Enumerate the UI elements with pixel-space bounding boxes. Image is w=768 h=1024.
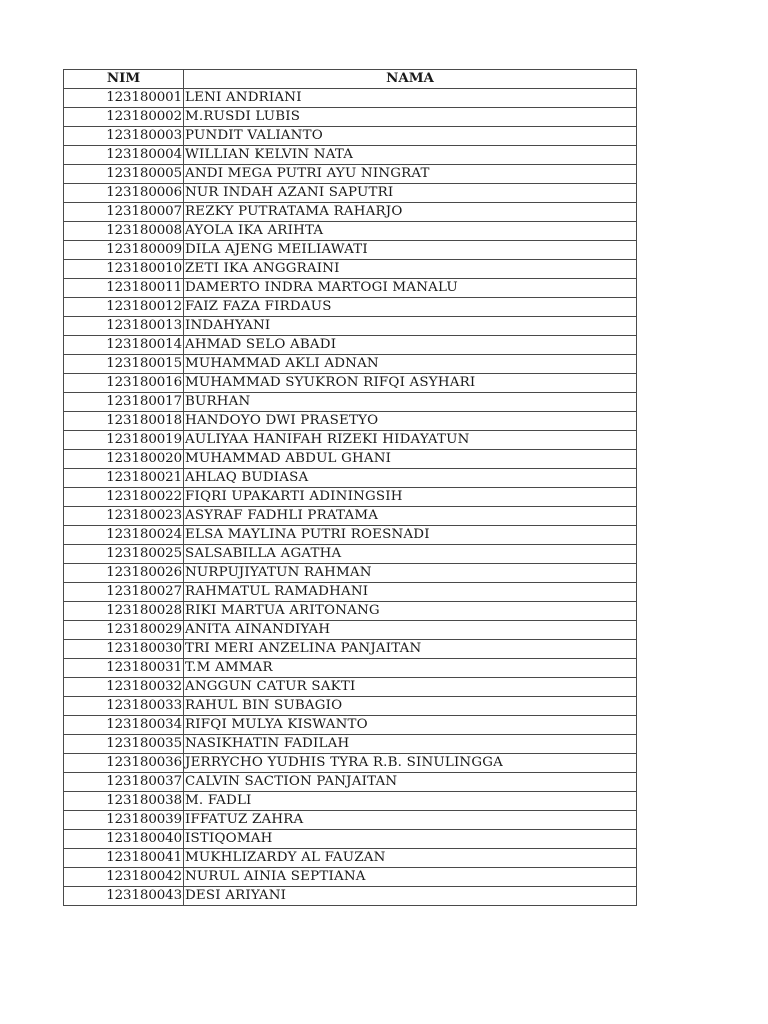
nama-cell: FAIZ FAZA FIRDAUS xyxy=(184,298,637,317)
nama-cell: DESI ARIYANI xyxy=(184,887,637,906)
table-row xyxy=(64,868,637,887)
nama-cell: CALVIN SACTION PANJAITAN xyxy=(184,773,637,792)
nama-cell: PUNDIT VALIANTO xyxy=(184,127,637,146)
table-row xyxy=(64,89,637,108)
table-row xyxy=(64,583,637,602)
header-row xyxy=(64,70,637,89)
nama-cell: MUHAMMAD ABDUL GHANI xyxy=(184,450,637,469)
table-row xyxy=(64,602,637,621)
nim-cell: 123180041 xyxy=(64,849,184,868)
nim-cell: 123180006 xyxy=(64,184,184,203)
nim-cell: 123180008 xyxy=(64,222,184,241)
nama-cell: NASIKHATIN FADILAH xyxy=(184,735,637,754)
nim-cell: 123180003 xyxy=(64,127,184,146)
nim-cell: 123180012 xyxy=(64,298,184,317)
nama-cell: LENI ANDRIANI xyxy=(184,89,637,108)
table-row xyxy=(64,127,637,146)
nim-cell: 123180033 xyxy=(64,697,184,716)
nim-cell: 123180020 xyxy=(64,450,184,469)
nama-cell: INDAHYANI xyxy=(184,317,637,336)
nim-cell: 123180001 xyxy=(64,89,184,108)
student-table xyxy=(63,69,637,906)
table-row xyxy=(64,621,637,640)
nama-cell: ZETI IKA ANGGRAINI xyxy=(184,260,637,279)
table-row xyxy=(64,545,637,564)
nama-cell: IFFATUZ ZAHRA xyxy=(184,811,637,830)
table-row xyxy=(64,640,637,659)
table-body xyxy=(64,89,637,906)
table-row xyxy=(64,279,637,298)
nim-cell: 123180023 xyxy=(64,507,184,526)
nama-cell: DILA AJENG MEILIAWATI xyxy=(184,241,637,260)
nama-cell: NUR INDAH AZANI SAPUTRI xyxy=(184,184,637,203)
nim-cell: 123180034 xyxy=(64,716,184,735)
table-row xyxy=(64,241,637,260)
nama-cell: REZKY PUTRATAMA RAHARJO xyxy=(184,203,637,222)
table-row xyxy=(64,412,637,431)
table-row xyxy=(64,165,637,184)
nim-cell: 123180005 xyxy=(64,165,184,184)
table-row xyxy=(64,830,637,849)
nama-cell: M. FADLI xyxy=(184,792,637,811)
nim-cell: 123180030 xyxy=(64,640,184,659)
column-header-nim: NIM xyxy=(64,70,184,89)
nim-cell: 123180040 xyxy=(64,830,184,849)
nama-cell: M.RUSDI LUBIS xyxy=(184,108,637,127)
table-row xyxy=(64,849,637,868)
nim-cell: 123180021 xyxy=(64,469,184,488)
nim-cell: 123180031 xyxy=(64,659,184,678)
nama-cell: NURPUJIYATUN RAHMAN xyxy=(184,564,637,583)
nim-cell: 123180025 xyxy=(64,545,184,564)
table-row xyxy=(64,336,637,355)
nim-cell: 123180009 xyxy=(64,241,184,260)
table-row xyxy=(64,393,637,412)
nama-cell: DAMERTO INDRA MARTOGI MANALU xyxy=(184,279,637,298)
table-row xyxy=(64,792,637,811)
nama-cell: ISTIQOMAH xyxy=(184,830,637,849)
nama-cell: RAHUL BIN SUBAGIO xyxy=(184,697,637,716)
nama-cell: NURUL AINIA SEPTIANA xyxy=(184,868,637,887)
nim-cell: 123180004 xyxy=(64,146,184,165)
nim-cell: 123180011 xyxy=(64,279,184,298)
nim-cell: 123180027 xyxy=(64,583,184,602)
table-row xyxy=(64,488,637,507)
table-row xyxy=(64,108,637,127)
table-row xyxy=(64,887,637,906)
nim-cell: 123180018 xyxy=(64,412,184,431)
nama-cell: BURHAN xyxy=(184,393,637,412)
nim-cell: 123180039 xyxy=(64,811,184,830)
table-row xyxy=(64,507,637,526)
nim-cell: 123180014 xyxy=(64,336,184,355)
table-row xyxy=(64,773,637,792)
nama-cell: MUKHLIZARDY AL FAUZAN xyxy=(184,849,637,868)
nim-cell: 123180010 xyxy=(64,260,184,279)
nim-cell: 123180028 xyxy=(64,602,184,621)
table-row xyxy=(64,260,637,279)
nim-cell: 123180035 xyxy=(64,735,184,754)
nim-cell: 123180038 xyxy=(64,792,184,811)
nama-cell: RIFQI MULYA KISWANTO xyxy=(184,716,637,735)
table-row xyxy=(64,735,637,754)
nama-cell: RIKI MARTUA ARITONANG xyxy=(184,602,637,621)
table-row xyxy=(64,659,637,678)
table-row xyxy=(64,450,637,469)
table-row xyxy=(64,697,637,716)
table-row xyxy=(64,298,637,317)
nim-cell: 123180016 xyxy=(64,374,184,393)
table-header xyxy=(64,70,637,89)
nama-cell: JERRYCHO YUDHIS TYRA R.B. SINULINGGA xyxy=(184,754,637,773)
nama-cell: T.M AMMAR xyxy=(184,659,637,678)
nama-cell: SALSABILLA AGATHA xyxy=(184,545,637,564)
nim-cell: 123180013 xyxy=(64,317,184,336)
nim-cell: 123180019 xyxy=(64,431,184,450)
nama-cell: ASYRAF FADHLI PRATAMA xyxy=(184,507,637,526)
table-row xyxy=(64,431,637,450)
nama-cell: ELSA MAYLINA PUTRI ROESNADI xyxy=(184,526,637,545)
table-row xyxy=(64,184,637,203)
nama-cell: ANGGUN CATUR SAKTI xyxy=(184,678,637,697)
nim-cell: 123180002 xyxy=(64,108,184,127)
nim-cell: 123180026 xyxy=(64,564,184,583)
nama-cell: MUHAMMAD SYUKRON RIFQI ASYHARI xyxy=(184,374,637,393)
table-row xyxy=(64,203,637,222)
nim-cell: 123180042 xyxy=(64,868,184,887)
nama-cell: ANITA AINANDIYAH xyxy=(184,621,637,640)
nama-cell: AHMAD SELO ABADI xyxy=(184,336,637,355)
table-row xyxy=(64,754,637,773)
nim-cell: 123180017 xyxy=(64,393,184,412)
table-row xyxy=(64,678,637,697)
nim-cell: 123180007 xyxy=(64,203,184,222)
table-row xyxy=(64,526,637,545)
table-row xyxy=(64,317,637,336)
nim-cell: 123180024 xyxy=(64,526,184,545)
table-row xyxy=(64,469,637,488)
nama-cell: RAHMATUL RAMADHANI xyxy=(184,583,637,602)
table-row xyxy=(64,564,637,583)
table-row xyxy=(64,222,637,241)
nim-cell: 123180015 xyxy=(64,355,184,374)
column-header-nama: NAMA xyxy=(184,70,637,89)
table-row xyxy=(64,355,637,374)
nama-cell: FIQRI UPAKARTI ADININGSIH xyxy=(184,488,637,507)
nim-cell: 123180043 xyxy=(64,887,184,906)
nim-cell: 123180029 xyxy=(64,621,184,640)
table-row xyxy=(64,811,637,830)
nama-cell: ANDI MEGA PUTRI AYU NINGRAT xyxy=(184,165,637,184)
nama-cell: WILLIAN KELVIN NATA xyxy=(184,146,637,165)
nama-cell: AULIYAA HANIFAH RIZEKI HIDAYATUN xyxy=(184,431,637,450)
nim-cell: 123180032 xyxy=(64,678,184,697)
table-row xyxy=(64,716,637,735)
table-row xyxy=(64,146,637,165)
nama-cell: AYOLA IKA ARIHTA xyxy=(184,222,637,241)
nama-cell: AHLAQ BUDIASA xyxy=(184,469,637,488)
table-row xyxy=(64,374,637,393)
nim-cell: 123180037 xyxy=(64,773,184,792)
nim-cell: 123180022 xyxy=(64,488,184,507)
nama-cell: TRI MERI ANZELINA PANJAITAN xyxy=(184,640,637,659)
nim-cell: 123180036 xyxy=(64,754,184,773)
nama-cell: HANDOYO DWI PRASETYO xyxy=(184,412,637,431)
nama-cell: MUHAMMAD AKLI ADNAN xyxy=(184,355,637,374)
